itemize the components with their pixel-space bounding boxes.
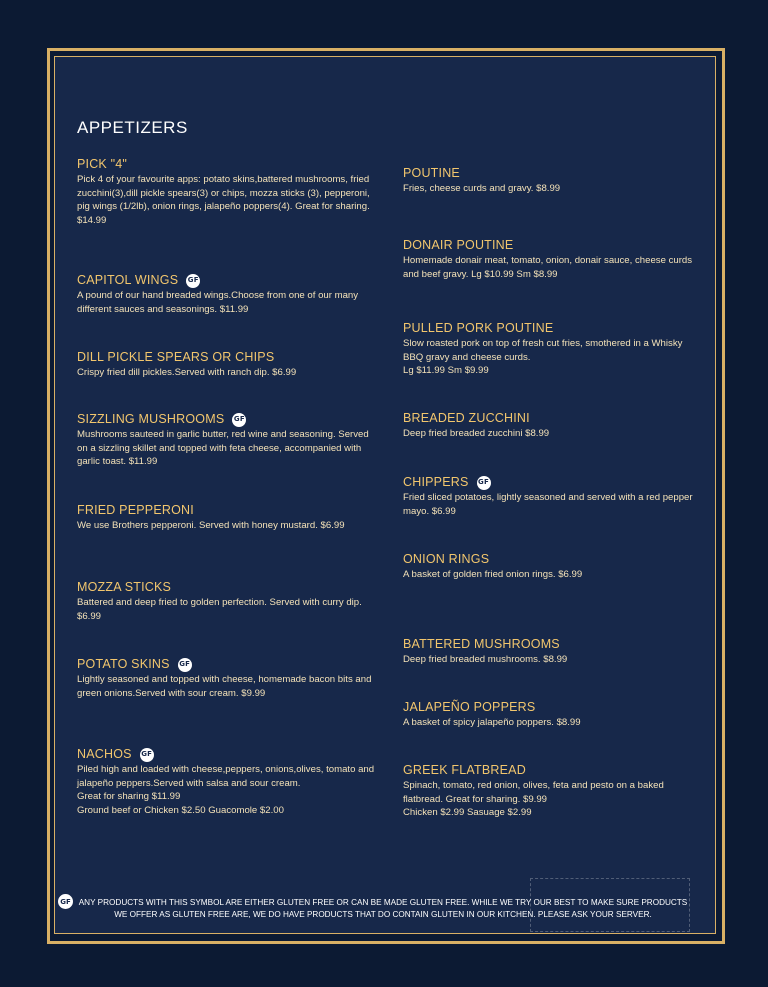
menu-item-title: NACHOS [77,747,132,761]
menu-item [77,412,377,469]
menu-item [403,238,703,281]
menu-item-extra: Chicken $2.99 Sasuage $2.99 [403,807,532,819]
menu-item [403,411,703,441]
menu-item-description: Lightly seasoned and topped with cheese, homemade bacon bits and green onions.Served with sour cream. $9.99 [77,674,372,699]
menu-item-description: Homemade donair meat, tomato, onion, donair sauce, cheese curds and beef gravy. Lg $10.99 Sm $8.99 [403,255,693,280]
menu-item-name [403,700,703,715]
menu-item-title: BATTERED MUSHROOMS [403,637,560,651]
gluten-free-icon: GF [58,894,73,909]
menu-item-description: Slow roasted pork on top of fresh cut fries, smothered in a Whisky BBQ gravy and cheese curds. [403,338,683,363]
menu-item [77,657,377,700]
menu-item-title: DONAIR POUTINE [403,238,514,252]
menu-item [403,700,703,730]
menu-item-title: CHIPPERS [403,475,469,489]
menu-item-description: Mushrooms sauteed in garlic butter, red wine and seasoning. Served on a sizzling skillet and topped with feta cheese, accompanied with garlic toast. $11.99 [77,429,369,468]
menu-item [403,166,703,196]
section-title: APPETIZERS [77,118,188,137]
menu-item-title: JALAPEÑO POPPERS [403,700,536,714]
menu-item-name [77,350,377,365]
menu-item [403,321,703,378]
menu-item-description: We use Brothers pepperoni. Served with honey mustard. $6.99 [77,520,345,531]
menu-item-name [403,637,703,652]
menu-item-description: Deep fried breaded mushrooms. $8.99 [403,654,568,665]
menu-item-name [77,503,377,518]
menu-item [77,157,377,227]
gluten-free-notice [58,897,708,921]
gluten-free-icon: GF [477,476,491,490]
gluten-free-icon: GF [140,748,154,762]
menu-item-description: Deep fried breaded zucchini $8.99 [403,428,550,439]
menu-item-description: Battered and deep fried to golden perfection. Served with curry dip. $6.99 [77,597,362,622]
menu-item [403,552,703,582]
menu-item [77,350,377,380]
menu-item-name [77,580,377,595]
menu-item-title: DILL PICKLE SPEARS OR CHIPS [77,350,275,364]
menu-item-title: POTATO SKINS [77,657,170,671]
menu-item-description: A pound of our hand breaded wings.Choose from one of our many different sauces and seasonings. $11.99 [77,290,359,315]
menu-item-title: FRIED PEPPERONI [77,503,194,517]
menu-item-name [77,747,377,762]
menu-item [403,763,703,820]
menu-item [403,637,703,667]
menu-item-title: PULLED PORK POUTINE [403,321,554,335]
gluten-free-icon: GF [186,274,200,288]
menu-item-description: Spinach, tomato, red onion, olives, feta and pesto on a baked flatbread. Great for sharing. $9.99 [403,780,664,805]
menu-item [77,580,377,623]
menu-item-title: GREEK FLATBREAD [403,763,526,777]
menu-item-title: MOZZA STICKS [77,580,172,594]
menu-item-name [403,763,703,778]
menu-item [403,475,703,518]
menu-item-description: Pick 4 of your favourite apps: potato skins,battered mushrooms, fried zucchini(3),dill pickle spears(3) or chips, mozza sticks (3), pepperoni, pig wings (1/2lb), onion rings, jalapeño poppers(4). Great for sharing. $14.99 [77,174,370,226]
menu-item-extra: Lg $11.99 Sm $9.99 [403,365,489,377]
menu-item-name [77,273,377,288]
menu-item-name [77,412,377,427]
menu-item-description: A basket of spicy jalapeño poppers. $8.99 [403,717,581,728]
gluten-free-icon: GF [178,658,192,672]
menu-item-name [403,166,703,181]
menu-item-description: Fries, cheese curds and gravy. $8.99 [403,183,561,194]
menu-item-extra: Ground beef or Chicken $2.50 Guacomole $2.00 [77,804,284,816]
gluten-free-icon: GF [232,413,246,427]
menu-item-description: A basket of golden fried onion rings. $6.99 [403,569,583,580]
menu-item-title: POUTINE [403,166,460,180]
menu-item-title: CAPITOL WINGS [77,273,179,287]
menu-item-description: Fried sliced potatoes, lightly seasoned and served with a red pepper mayo. $6.99 [403,492,693,517]
menu-item [77,747,377,817]
menu-item-title: BREADED ZUCCHINI [403,411,530,425]
menu-item-name [77,657,377,672]
notice-line-2: WE OFFER AS GLUTEN FREE ARE, WE DO HAVE PRODUCTS THAT DO CONTAIN GLUTEN IN OUR KITCHEN. PLEASE ASK YOUR SERVER. [114,910,652,919]
menu-item-name [403,411,703,426]
menu-item-extra: Great for sharing $11.99 [77,791,181,803]
menu-item-name [403,321,703,336]
menu-item [77,273,377,316]
menu-item-title: PICK "4" [77,157,128,171]
menu-item-title: ONION RINGS [403,552,490,566]
menu-item-name [403,475,703,490]
menu-item-name [403,238,703,253]
menu-item-description: Crispy fried dill pickles.Served with ranch dip. $6.99 [77,367,297,378]
notice-line-1: ANY PRODUCTS WITH THIS SYMBOL ARE EITHER GLUTEN FREE OR CAN BE MADE GLUTEN FREE. WHILE WE TRY OUR BEST TO MAKE SURE PRODUCTS [78,898,688,907]
menu-item-name [77,157,377,172]
menu-item-title: SIZZLING MUSHROOMS [77,412,225,426]
menu-item-description: Piled high and loaded with cheese,peppers, onions,olives, tomato and jalapeño peppers.Served with salsa and sour cream. [77,764,375,789]
menu-item-name [403,552,703,567]
menu-item [77,503,377,533]
